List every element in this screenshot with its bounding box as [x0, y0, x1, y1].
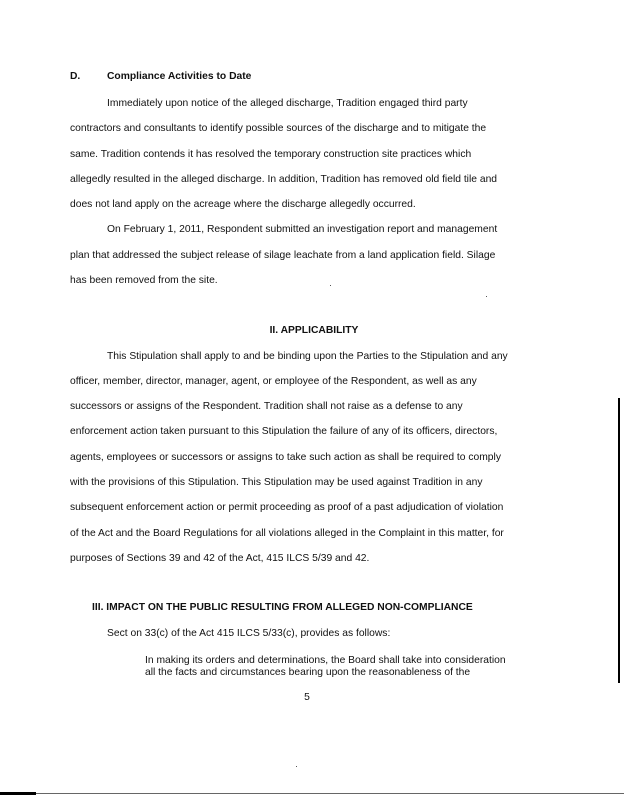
section-ii-heading: II. APPLICABILITY: [269, 325, 359, 336]
section-d-label: D.: [70, 71, 81, 82]
scan-speck: [486, 296, 487, 297]
section-d-title: Compliance Activities to Date: [107, 71, 252, 82]
section-d-para1-line: contractors and consultants to identify possible sources of the discharge and to mitigate the: [70, 123, 487, 134]
section-ii-para-line: with the provisions of this Stipulation. This Stipulation may be used against Tradition in any: [70, 477, 483, 488]
scan-edge-mark: [618, 398, 620, 683]
section-ii-para-line: successors or assigns of the Respondent. Tradition shall not raise as a defense to any: [70, 401, 463, 412]
section-d-para1-line: Immediately upon notice of the alleged discharge, Tradition engaged third party: [107, 98, 468, 109]
section-ii-para-line: agents, employees or successors or assigns to take such action as shall be required to comply: [70, 452, 501, 463]
section-d-para2-line: has been removed from the site.: [70, 275, 218, 286]
section-d-para2-line: On February 1, 2011, Respondent submitted an investigation report and management: [107, 224, 498, 235]
section-iii-heading: III. IMPACT ON THE PUBLIC RESULTING FROM ALLEGED NON-COMPLIANCE: [92, 602, 473, 613]
section-d-para1-line: does not land apply on the acreage where the discharge allegedly occurred.: [70, 199, 416, 210]
scan-speck: [296, 766, 297, 767]
section-ii-para-line: enforcement action taken pursuant to this Stipulation the failure of any of its officers, directors,: [70, 426, 498, 437]
page-number: 5: [304, 692, 310, 703]
section-iii-quote-line: In making its orders and determinations, the Board shall take into consideration: [145, 655, 506, 666]
section-ii-para-line: This Stipulation shall apply to and be binding upon the Parties to the Stipulation and any: [107, 351, 508, 362]
section-ii-para-line: purposes of Sections 39 and 42 of the Act, 415 ILCS 5/39 and 42.: [70, 553, 370, 564]
section-d-para1-line: allegedly resulted in the alleged discharge. In addition, Tradition has removed old field tile and: [70, 174, 498, 185]
section-iii-quote-line: all the facts and circumstances bearing upon the reasonableness of the: [145, 667, 471, 678]
section-ii-para-line: officer, member, director, manager, agent, or employee of the Respondent, as well as any: [70, 376, 477, 387]
section-ii-para-line: of the Act and the Board Regulations for all violations alleged in the Complaint in this matter, for: [70, 528, 504, 539]
section-d-para2-line: plan that addressed the subject release of silage leachate from a land application field. Silage: [70, 250, 496, 261]
scan-bottom-mark: [0, 792, 36, 795]
scan-speck: [330, 285, 331, 286]
scan-bottom-line: [36, 793, 624, 794]
section-ii-para-line: subsequent enforcement action or permit proceeding as proof of a past adjudication of violation: [70, 502, 504, 513]
section-iii-intro: Sect on 33(c) of the Act 415 ILCS 5/33(c), provides as follows:: [107, 628, 391, 639]
section-d-para1-line: same. Tradition contends it has resolved the temporary construction site practices which: [70, 149, 472, 160]
